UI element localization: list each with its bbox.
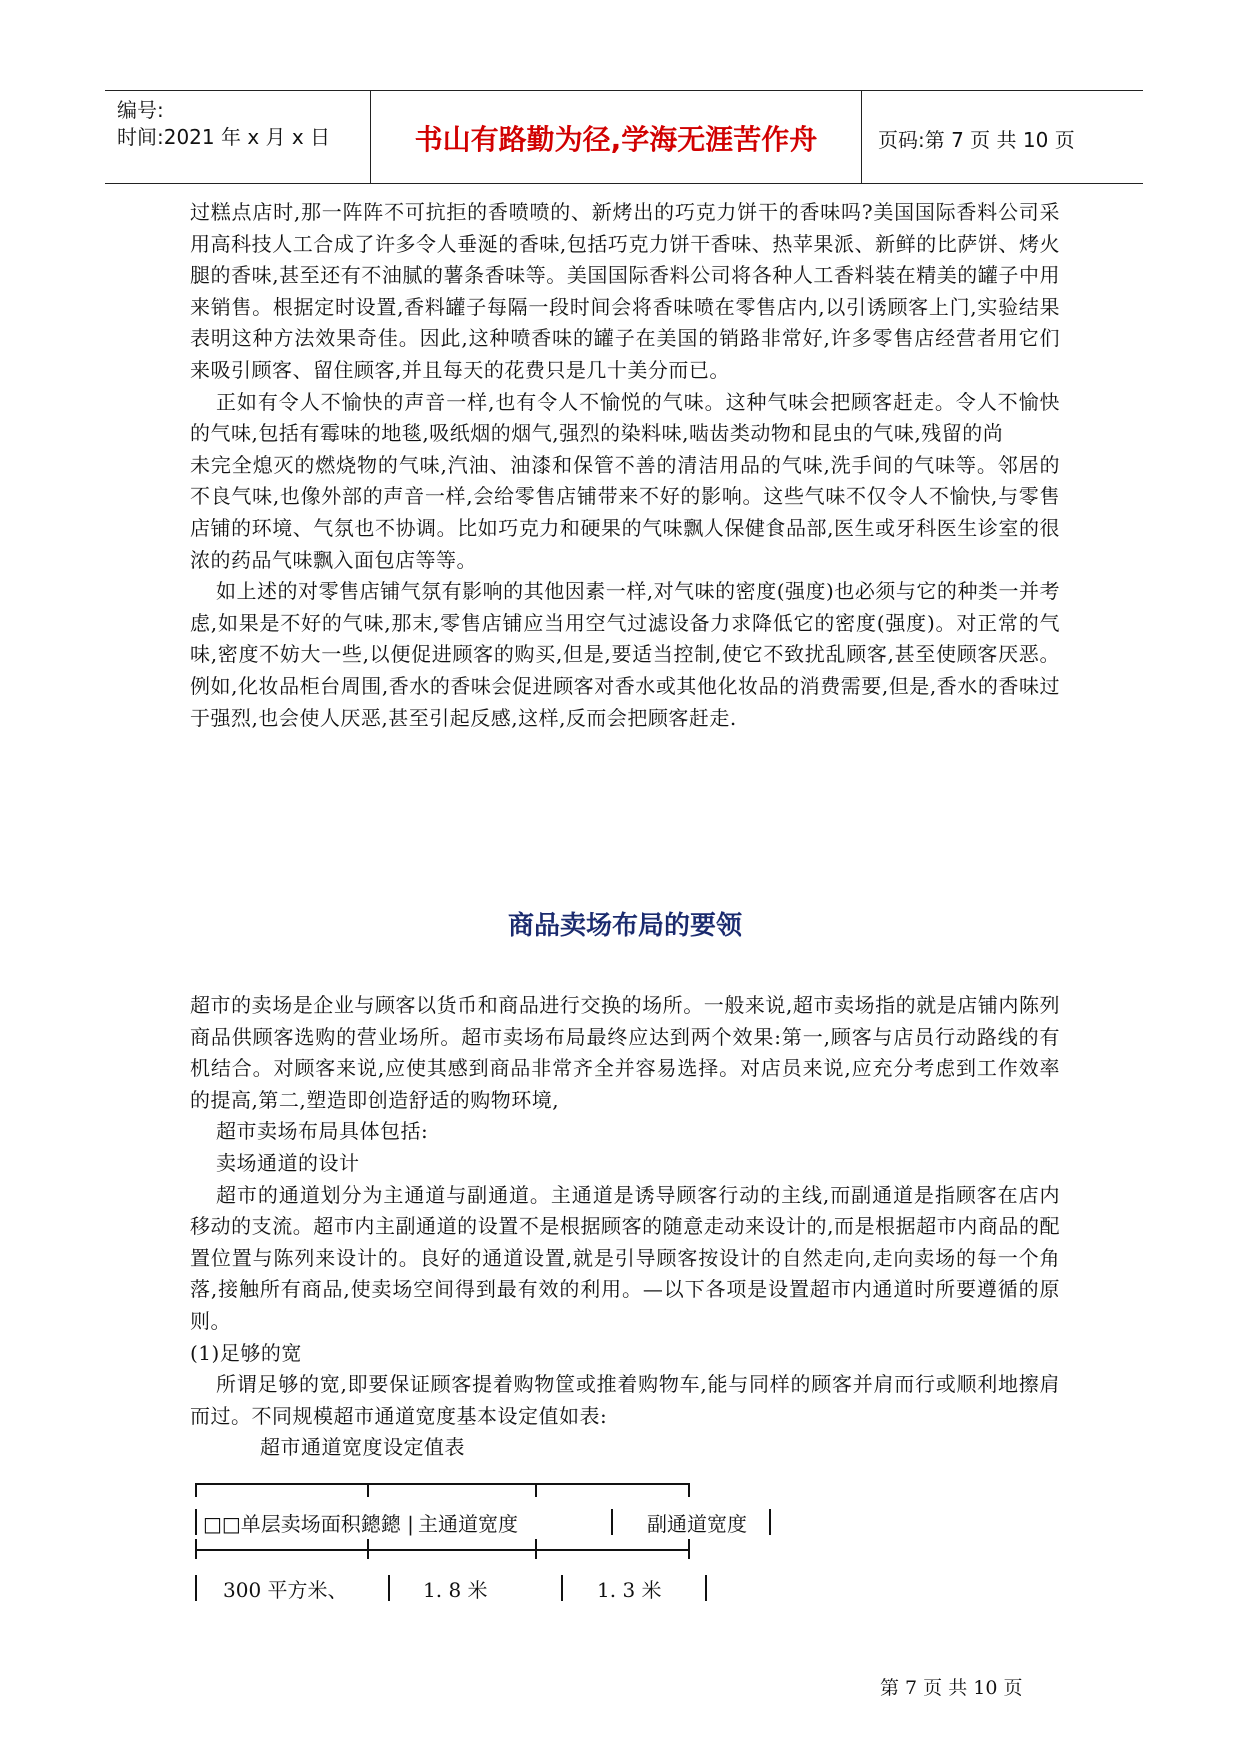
table-header-main: 主通道宽度	[418, 1512, 518, 1536]
table-rule	[388, 1575, 390, 1601]
paragraph: 超市的卖场是企业与顾客以货币和商品进行交换的场所。一般来说,超市卖场指的就是店铺内陈列商品供顾客选购的营业场所。超市卖场布局最终应达到两个效果:第一,顾客与店员行动路线的有机结合。对顾客来说,应使其感到商品非常齐全并容易选择。对店员来说,应充分考虑到工作效率的提高,第二,塑造即创造舒适的购物环境,	[190, 993, 1060, 1112]
paragraph: 未完全熄灭的燃烧物的气味,汽油、油漆和保管不善的清洁用品的气味,洗手间的气味等。邻居的不良气味,也像外部的声音一样,会给零售店铺带来不好的影响。这些气味不仅令人不愉快,与零售店铺的环境、气氛也不协调。比如巧克力和硬果的气味飘人保健食品部,医生或牙科医生诊室的很浓的药品气味飘入面包店等等。	[190, 452, 1060, 572]
section-title: 商品卖场布局的要领	[507, 911, 742, 941]
paragraph: 过糕点店时,那一阵阵不可抗拒的香喷喷的、新烤出的巧克力饼干的香味吗?美国国际香料公司采用高科技人工合成了许多令人垂涎的香味,包括巧克力饼干香味、热苹果派、新鲜的比萨饼、烤火腿的香味,甚至还有不油腻的薯条香味等。美国国际香料公司将各种人工香料装在精美的罐子中用来销售。根据定时设置,香料罐子每隔一段时间会将香味喷在零售店内,以引诱顾客上门,实验结果表明这种方法效果奇佳。因此,这种喷香味的罐子在美国的销路非常好,许多零售店经营者用它们来吸引顾客、留住顾客,并且每天的花费只是几十美分而已。	[190, 200, 1060, 382]
time-label: 时间:2021 年 x 月 x 日	[117, 125, 331, 149]
page-footer: 第 7 页 共 10 页	[880, 1677, 1023, 1699]
table-header-area: □□单层卖场面积鏓鏓 |	[203, 1512, 414, 1536]
table-rule	[195, 1539, 197, 1559]
table-rule	[535, 1539, 537, 1559]
body-top	[190, 197, 1060, 734]
list-item: (1)足够的宽	[190, 1340, 302, 1365]
table-rule	[705, 1575, 707, 1601]
body-bottom	[190, 990, 1060, 1464]
table-header-sub: 副通道宽度	[647, 1512, 747, 1536]
paragraph: 正如有令人不愉快的声音一样,也有令人不愉悦的气味。这种气味会把顾客赶走。令人不愉快的气味,包括有霉味的地毯,吸纸烟的烟气,强烈的染料味,啮齿类动物和昆虫的气味,残留的尚	[190, 389, 1060, 446]
table-cell: 1. 3 米	[597, 1578, 662, 1602]
paragraph: 超市卖场布局具体包括:	[216, 1119, 429, 1144]
table-rule	[688, 1483, 690, 1497]
table-caption: 超市通道宽度设定值表	[260, 1435, 465, 1460]
table-rule	[195, 1575, 197, 1601]
table-rule	[688, 1539, 690, 1559]
table-cell: 300 平方米、	[223, 1578, 348, 1602]
table-rule	[769, 1509, 771, 1535]
table-rule	[611, 1509, 613, 1535]
width-table	[195, 1483, 795, 1603]
paragraph: 超市的通道划分为主通道与副通道。主通道是诱导顾客行动的主线,而副通道是指顾客在店内移动的支流。超市内主副通道的设置不是根据顾客的随意走动来设计的,而是根据超市内商品的配置位置与陈列来设计的。良好的通道设置,就是引导顾客按设计的自然走向,走向卖场的每一个角落,接触所有商品,使卖场空间得到最有效的利用。—以下各项是设置超市内通道时所要遵循的原则。	[190, 1182, 1060, 1333]
motto: 书山有路勤为径,学海无涯苦作舟	[414, 123, 818, 156]
paragraph: 卖场通道的设计	[216, 1150, 360, 1175]
paragraph: 如上述的对零售店铺气氛有影响的其他因素一样,对气味的密度(强度)也必须与它的种类一并考虑,如果是不好的气味,那末,零售店铺应当用空气过滤设备力求降低它的密度(强度)。对正常的气味,密度不妨大一些,以便促进顾客的购买,但是,要适当控制,使它不致扰乱顾客,甚至使顾客厌恶。例如,化妆品柜台周围,香水的香味会促进顾客对香水或其他化妆品的消费需要,但是,香水的香味过于强烈,也会使人厌恶,甚至引起反感,这样,反而会把顾客赶走.	[190, 579, 1060, 730]
page-code: 页码:第 7 页 共 10 页	[878, 128, 1075, 152]
header-left-cell	[105, 91, 370, 183]
table-rule	[195, 1509, 197, 1535]
table-rule	[367, 1483, 369, 1497]
table-rule	[367, 1539, 369, 1559]
number-label: 编号:	[117, 98, 164, 122]
table-cell: 1. 8 米	[423, 1578, 488, 1602]
header-right-cell	[862, 91, 1143, 183]
paragraph: 所谓足够的宽,即要保证顾客提着购物筐或推着购物车,能与同样的顾客并肩而行或顺利地擦肩而过。不同规模超市通道宽度基本设定值如表:	[190, 1372, 1060, 1428]
table-rule	[561, 1575, 563, 1601]
table-rule	[195, 1483, 197, 1497]
table-rule	[195, 1549, 690, 1551]
document-header	[105, 90, 1143, 184]
table-rule	[535, 1483, 537, 1497]
table-rule	[195, 1483, 690, 1485]
header-motto-cell	[370, 91, 862, 183]
